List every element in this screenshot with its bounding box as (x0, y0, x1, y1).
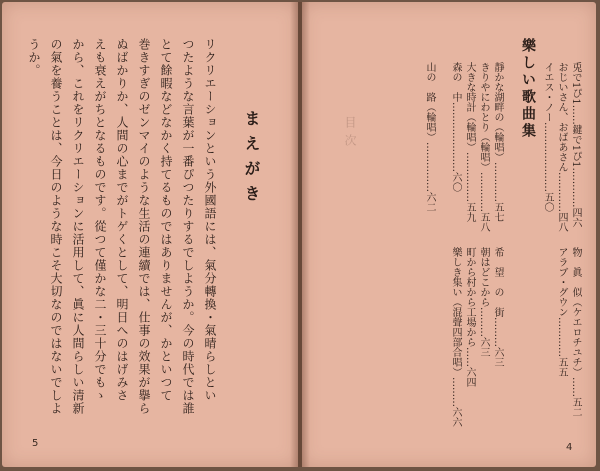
toc-leader: …… (570, 377, 581, 397)
preface-line: えも衰えがちとなるものです。從つて僅かな二・三十分でもゝ (93, 38, 107, 402)
toc-entry-title: 大きな時計（輪唱） (464, 62, 475, 152)
right-page (302, 2, 596, 467)
page-number: 4 (566, 442, 573, 453)
toc-entry (462, 247, 477, 387)
toc-entry-page: 五九 (464, 202, 475, 222)
toc-entry-title: イエス・ノー (542, 62, 553, 122)
toc-entry-page: 五八 (478, 212, 489, 232)
toc-entry-page: 五〇 (542, 192, 553, 212)
toc-leader: ………… (570, 167, 581, 208)
toc-entry-page: 六六 (450, 407, 461, 427)
toc-entry-title: 森の 中 (450, 62, 461, 102)
toc-entry-title: アラブ・グウン (556, 247, 567, 317)
toc-entry-title: 希 望 の 街 (492, 247, 503, 317)
toc-entry-title: きりやにわとり（輪唱） (478, 62, 489, 172)
toc-entry-title: おじいさん、おばあさん (556, 62, 567, 172)
toc-entry (462, 62, 477, 222)
preface-line: とて餘暇などなかく持てるものではありませんが、かといつて (159, 38, 173, 402)
preface-line: ぬばかりか、人間の心までがトゲくとして、明日へのはげみさ (115, 38, 129, 402)
toc-entry (554, 62, 569, 232)
toc-leader: ………………… (542, 122, 553, 192)
toc-entry (422, 62, 437, 212)
toc-entry (448, 62, 463, 192)
toc-entry (554, 247, 569, 377)
toc-entry-page: 六三 (492, 347, 503, 367)
toc-entry-title: 樂しき集い（混聲四部合唱） (450, 247, 461, 377)
toc-entry-title: 靜かな湖畔の（輪唱） (492, 62, 503, 162)
toc-entry-page: 六〇 (450, 172, 461, 192)
toc-leader: ……… (478, 307, 489, 337)
toc-entry-page: 五五 (556, 357, 567, 377)
toc-entry-page: 六四 (464, 367, 475, 387)
toc-leader: ………… (478, 172, 489, 212)
toc-entry (540, 62, 555, 212)
left-page (2, 2, 298, 467)
toc-entry-page: 五二 (570, 397, 581, 417)
toc-leader: …………… (464, 152, 475, 202)
preface-line: の氣を養うことは、今日のような時こそ大切なのではないでしよ (49, 38, 63, 415)
toc-leader: ……… (492, 317, 503, 347)
page-number: 5 (32, 438, 39, 449)
toc-entry (448, 247, 463, 427)
toc-leader: ………… (492, 162, 503, 202)
toc-entry-page: 六二 (424, 192, 435, 212)
toc-entry (568, 247, 583, 417)
toc-entry-page: 四六 (570, 207, 581, 228)
toc-entry-page: 四八 (556, 212, 567, 232)
toc-entry-title: 朝はどこから (478, 247, 489, 307)
book-gutter (290, 2, 310, 467)
preface-line: リクリエーションという外國語には、氣分轉換・氣晴らしとい (203, 38, 217, 402)
toc-heading: 樂しい歌曲集 (520, 38, 536, 140)
toc-entry (568, 62, 583, 227)
preface-title: まえがき (242, 110, 261, 210)
toc-leader: ………………… (450, 102, 461, 172)
toc-leader: ………… (556, 172, 567, 212)
toc-entry (490, 247, 505, 367)
faded-show-through-text: 目次 (343, 116, 357, 152)
toc-leader: …………… (424, 142, 435, 192)
preface-line: つたような言葉が一番ぴつたりするでしようか。今の時代では誰 (181, 38, 195, 415)
toc-leader: ………… (556, 317, 567, 357)
toc-entry-title: 山の 路（輪唱） (424, 62, 435, 142)
toc-leader: ……… (450, 377, 461, 407)
toc-leader: …… (464, 347, 475, 367)
toc-entry (476, 62, 491, 232)
toc-entry-page: 五七 (492, 202, 503, 222)
toc-entry (490, 62, 505, 222)
preface-line: 巻きすぎのゼンマイのような生活の連續では、仕事の效果が擧ら (137, 38, 151, 415)
toc-entry-title: 兎で1ぴ1……鍵で1ぴ1 (570, 62, 581, 168)
toc-entry-title: 町から村から工場から (464, 247, 475, 347)
preface-line: から、これをリクリエーションに活用して、眞に人間らしい清新 (71, 38, 85, 415)
toc-entry (476, 247, 491, 357)
toc-entry-page: 六三 (478, 337, 489, 357)
preface-line: うか。 (27, 38, 41, 77)
toc-entry-title: 物 眞 似（ケエロチユチ） (570, 247, 581, 377)
